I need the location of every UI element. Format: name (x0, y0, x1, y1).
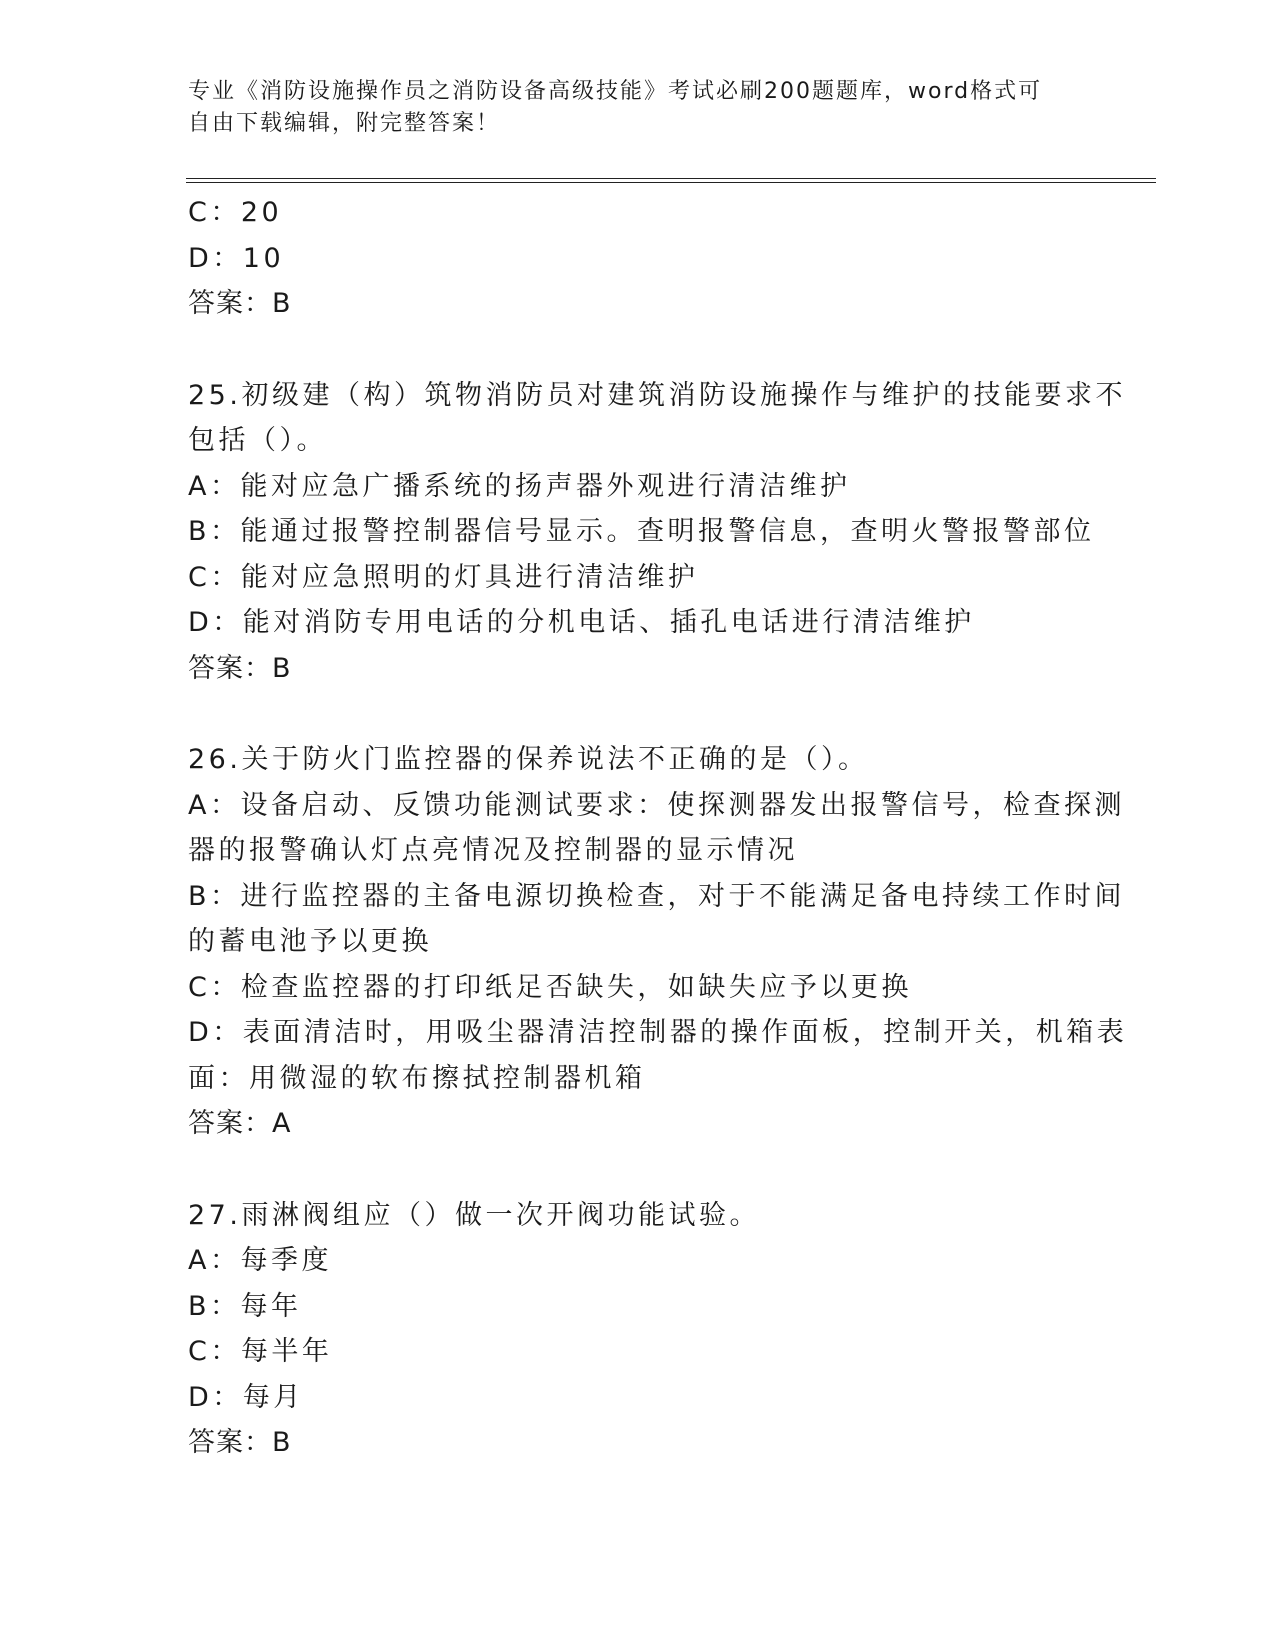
answer-line: 答案：B (188, 1427, 292, 1458)
question-stem: 包括（）。 (188, 425, 327, 456)
option-b-cont: 的蓄电池予以更换 (188, 926, 432, 957)
option-d: D：每月 (188, 1381, 304, 1413)
option-b: B：进行监控器的主备电源切换检查，对于不能满足备电持续工作时间 (188, 880, 1126, 912)
option-d: D：能对消防专用电话的分机电话、插孔电话进行清洁维护 (188, 607, 975, 638)
previous-question-tail (188, 190, 1068, 327)
question-27 (188, 1193, 1068, 1466)
answer-line: 答案：B (188, 288, 292, 319)
question-list (188, 190, 1128, 1466)
document-header (188, 76, 1088, 140)
question-26 (188, 737, 1128, 1147)
option-c: C：检查监控器的打印纸足否缺失，如缺失应予以更换 (188, 971, 912, 1003)
option-b: B：能通过报警控制器信号显示。查明报警信息，查明火警报警部位 (188, 516, 1095, 547)
option-d: D：表面清洁时，用吸尘器清洁控制器的操作面板，控制开关，机箱表 (188, 1017, 1128, 1048)
question-stem: 26.关于防火门监控器的保养说法不正确的是（）。 (188, 744, 869, 775)
answer-line: 答案：A (188, 1108, 292, 1139)
option-a: A：能对应急广播系统的扬声器外观进行清洁维护 (188, 470, 851, 502)
option-a: A：每季度 (188, 1245, 332, 1276)
question-stem: 25.初级建（构）筑物消防员对建筑消防设施操作与维护的技能要求不 (188, 379, 1126, 411)
option-c: C：能对应急照明的灯具进行清洁维护 (188, 561, 699, 593)
option-c: C：20 (188, 197, 283, 228)
question-25 (188, 373, 1126, 692)
option-a-cont: 器的报警确认灯点亮情况及控制器的显示情况 (188, 835, 798, 866)
option-b: B：每年 (188, 1290, 302, 1322)
header-line-1: 专业《消防设施操作员之消防设备高级技能》考试必刷200题题库，word格式可 (188, 79, 1043, 104)
option-d: D：10 (188, 242, 285, 274)
option-a: A：设备启动、反馈功能测试要求：使探测器发出报警信号，检查探测 (188, 789, 1125, 821)
option-c: C：每半年 (188, 1336, 333, 1367)
header-divider (186, 178, 1156, 179)
answer-line: 答案：B (188, 652, 292, 684)
option-d-cont: 面：用微湿的软布擦拭控制器机箱 (188, 1062, 646, 1094)
header-line-2: 自由下载编辑，附完整答案！ (188, 111, 501, 136)
header-divider-thin (186, 182, 1156, 183)
question-stem: 27.雨淋阀组应（）做一次开阀功能试验。 (188, 1199, 760, 1231)
